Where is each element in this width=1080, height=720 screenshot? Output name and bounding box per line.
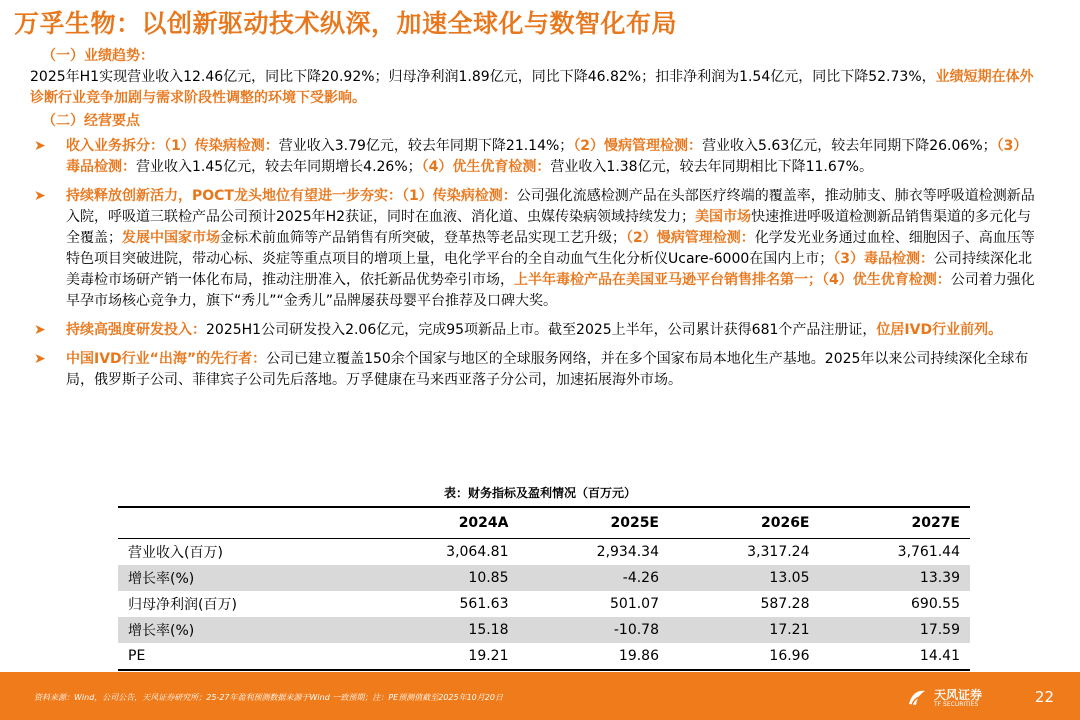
segment-label: （3）毒品检测： bbox=[66, 138, 1028, 175]
segment-label: （3）毒品检测： bbox=[833, 251, 935, 267]
performance-text: 2025年H1实现营业收入12.46亿元，同比下降20.92%；归母净利润1.89亿元，同比下降46.82%；扣非净利润为1.54亿元，同比下降52.73%， bbox=[30, 69, 936, 85]
table-cell: 17.21 bbox=[669, 617, 820, 643]
table-cell: PE bbox=[118, 643, 368, 670]
table-cell: 增长率(%) bbox=[118, 565, 368, 591]
bullet-globalization bbox=[30, 349, 1040, 391]
segment-label: （2）慢病管理检测： bbox=[626, 230, 755, 246]
segment-label: （4）优生优育检测： bbox=[421, 159, 551, 175]
table-cell: 16.96 bbox=[669, 643, 820, 670]
segment-text: 公司强化流感检测产品在头部医疗终端的覆盖率，推动肺支、肺衣等呼吸道检测新品入院，呼吸道三联检产品公司预计2025年H2获证，同时在血液、消化道、虫媒传染病领域持续发力； bbox=[66, 188, 1035, 225]
table-cell: 501.07 bbox=[610, 596, 659, 612]
bullet-lead: 持续释放创新活力，POCT龙头地位有望进一步夯实： bbox=[66, 188, 402, 204]
company-logo bbox=[906, 684, 1006, 712]
table-row bbox=[118, 643, 970, 670]
segment-text: 公司持续深化北美毒检市场研产销一体化布局，推动注册准入，依托新品优势牵引市场， bbox=[66, 251, 1033, 288]
table-cell: -10.78 bbox=[519, 617, 670, 643]
table-cell: 3,064.81 bbox=[446, 544, 509, 560]
bullet-revenue-breakdown bbox=[30, 136, 1040, 178]
page-title: 万孚生物：以创新驱动技术纵深，加速全球化与数智化布局 bbox=[14, 9, 678, 38]
segment-text: 营业收入1.38亿元，较去年同期相比下降11.67%。 bbox=[550, 159, 873, 175]
segment-text: 公司着力强化早孕市场核心竞争力，旗下“秀儿”“金秀儿”品牌屡获母婴平台推荐及口碑大奖。 bbox=[66, 272, 1035, 309]
table-cell: 19.21 bbox=[368, 643, 519, 670]
bullet-lead: 收入业务拆分： bbox=[66, 138, 164, 154]
table-cell: 13.39 bbox=[820, 565, 971, 591]
table-row bbox=[118, 617, 970, 643]
segment-highlight: 美国市场 bbox=[695, 209, 752, 225]
performance-highlight: 业绩短期在体外诊断行业竞争加剧与需求阶段性调整的环境下受影响。 bbox=[30, 69, 1034, 106]
segment-text: 营业收入1.45亿元，较去年同期增长4.26%； bbox=[136, 159, 422, 175]
table-caption: 表：财务指标及盈利情况（百万元） bbox=[443, 486, 636, 500]
table-cell: -4.26 bbox=[519, 565, 670, 591]
segment-text: 2025H1公司研发投入2.06亿元，完成95项新品上市。截至2025上半年，公司累计获得681个产品注册证， bbox=[206, 322, 877, 338]
bullet-arrow-icon: ➤ bbox=[34, 188, 46, 204]
table-cell: 归母净利润(百万) bbox=[128, 597, 237, 613]
bullet-innovation bbox=[30, 186, 1040, 312]
table-header-cell: 2026E bbox=[669, 507, 820, 539]
report-body bbox=[30, 46, 1040, 391]
table-cell: 561.63 bbox=[459, 596, 509, 612]
segment-text: 营业收入3.79亿元，较去年同期下降21.14%； bbox=[278, 138, 574, 154]
logo-text-en: TF SECURITIES bbox=[934, 701, 979, 708]
table-row bbox=[118, 565, 970, 591]
table-row bbox=[118, 539, 970, 566]
segment-label: （1）传染病检测： bbox=[164, 138, 279, 154]
segment-text: 公司已建立覆盖150余个国家与地区的全球服务网络，并在多个国家布局本地化生产基地。2025年以来公司持续深化全球布局，俄罗斯子公司、菲律宾子公司先后落地。万孚健康在马来西亚落子分公司，加速拓展海外市场。 bbox=[66, 351, 1029, 388]
table-header-cell: 2025E bbox=[519, 507, 670, 539]
segment-highlight: 位居IVD行业前列。 bbox=[876, 322, 1003, 338]
performance-paragraph bbox=[30, 67, 1040, 109]
segment-highlight: 发展中国家市场 bbox=[122, 230, 220, 246]
logo-mark-icon bbox=[906, 686, 928, 708]
table-row bbox=[118, 591, 970, 617]
segment-label: （4）优生优育检测： bbox=[822, 272, 951, 288]
table-header-row bbox=[118, 507, 970, 539]
bullet-arrow-icon: ➤ bbox=[34, 322, 46, 338]
footer-bar bbox=[0, 672, 1080, 720]
bullet-arrow-icon: ➤ bbox=[34, 138, 46, 154]
logo-text-cn: 天风证券 bbox=[934, 688, 983, 702]
table-cell: 增长率(%) bbox=[118, 617, 368, 643]
table-cell: 15.18 bbox=[368, 617, 519, 643]
page-number: 22 bbox=[1034, 688, 1054, 706]
table-cell: 690.55 bbox=[911, 596, 960, 612]
section-heading-operations: （二）经营要点 bbox=[42, 113, 140, 129]
table-cell: 营业收入(百万) bbox=[128, 545, 223, 561]
table-cell: 14.41 bbox=[820, 643, 971, 670]
table-cell: 3,317.24 bbox=[747, 544, 810, 560]
segment-highlight: 上半年毒检产品在美国亚马逊平台销售排名第一； bbox=[514, 272, 822, 288]
bullet-lead: 中国IVD行业“出海”的先行者： bbox=[66, 351, 267, 367]
table-cell: 17.59 bbox=[820, 617, 971, 643]
financial-table bbox=[118, 506, 970, 671]
segment-text: 化学发光业务通过血栓、细胞因子、高血压等特色项目突破进院，带动心标、炎症等重点项目的增项上量，电化学平台的全自动血气生化分析仪Ucare-6000在国内上市； bbox=[66, 230, 1035, 267]
table-cell: 10.85 bbox=[368, 565, 519, 591]
segment-text: 营业收入5.63亿元，较去年同期下降26.06%； bbox=[702, 138, 997, 154]
table-cell: 19.86 bbox=[519, 643, 670, 670]
bullet-arrow-icon: ➤ bbox=[34, 351, 46, 367]
table-header-cell bbox=[118, 507, 368, 539]
table-cell: 13.05 bbox=[669, 565, 820, 591]
table-header-cell: 2027E bbox=[820, 507, 971, 539]
table-cell: 2,934.34 bbox=[596, 544, 659, 560]
section-heading-performance: （一）业绩趋势： bbox=[42, 48, 154, 64]
table-header-cell: 2024A bbox=[368, 507, 519, 539]
segment-text: 金标术前血筛等产品销售有所突破，登革热等老品实现工艺升级； bbox=[220, 230, 626, 246]
table-cell: 587.28 bbox=[760, 596, 810, 612]
segment-label: （2）慢病管理检测： bbox=[573, 138, 703, 154]
bullet-lead: 持续高强度研发投入： bbox=[66, 322, 206, 338]
bullet-rnd bbox=[30, 320, 1040, 341]
table-cell: 3,761.44 bbox=[897, 544, 960, 560]
segment-label: （1）传染病检测： bbox=[402, 188, 517, 204]
segment-text: 快速推进呼吸道检测新品销售渠道的多元化与全覆盖； bbox=[66, 209, 1032, 246]
source-note: 资料来源：Wind，公司公告，天风证券研究所；25-27年盈利预测数据来源于Wind 一致预期；注：PE预测值截至2025年10月20日 bbox=[34, 693, 503, 702]
